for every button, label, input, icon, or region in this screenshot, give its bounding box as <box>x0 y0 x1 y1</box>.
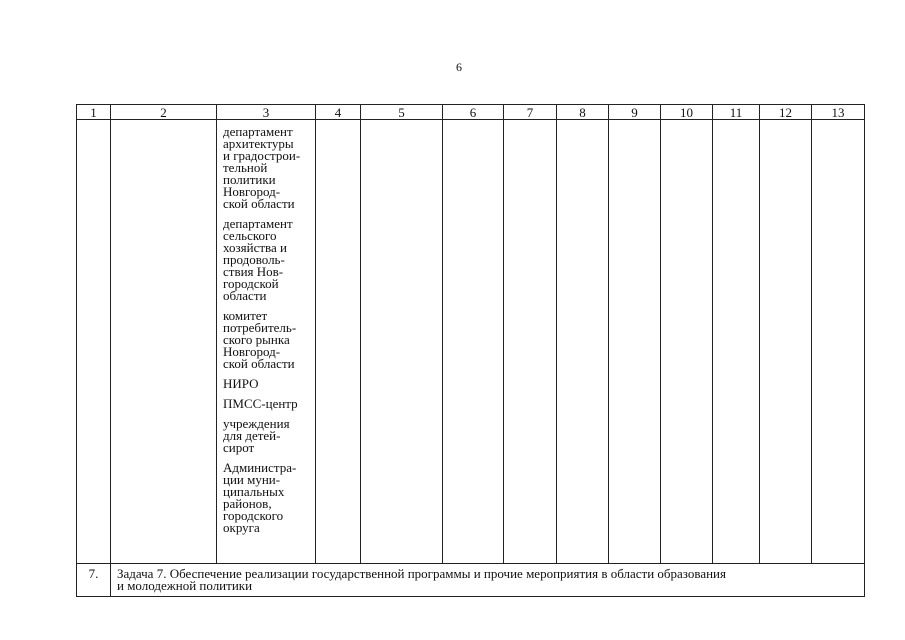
column-header: 12 <box>760 105 812 120</box>
column-header: 13 <box>812 105 865 120</box>
executor-item <box>223 462 315 534</box>
table-row <box>77 120 865 564</box>
executor-item <box>223 218 315 302</box>
executor-line: потребитель- <box>223 320 297 335</box>
table-cell <box>713 120 760 564</box>
column-number-row <box>77 105 865 120</box>
task-description <box>111 564 865 597</box>
column-header: 4 <box>316 105 361 120</box>
table-cell <box>812 120 865 564</box>
table-cell <box>661 120 713 564</box>
executor-item <box>223 398 315 410</box>
task-text-line: и молодежной политики <box>117 578 253 593</box>
page-number: 6 <box>456 60 462 74</box>
executor-line: тельной <box>223 160 268 175</box>
table-cell <box>361 120 443 564</box>
column-header: 7 <box>504 105 557 120</box>
table-cell <box>316 120 361 564</box>
column-header: 2 <box>111 105 217 120</box>
program-table <box>76 104 865 597</box>
executor-line: Администра- <box>223 460 297 475</box>
table-cell <box>557 120 609 564</box>
column-header: 3 <box>217 105 316 120</box>
executor-line: архитектуры <box>223 136 294 151</box>
executor-line: сельского <box>223 228 277 243</box>
executor-line: области <box>223 288 267 303</box>
column-header: 11 <box>713 105 760 120</box>
column-header: 1 <box>77 105 111 120</box>
task-number: 7. <box>77 564 111 597</box>
executor-line: округа <box>223 520 260 535</box>
task-row <box>77 564 865 597</box>
column-header: 8 <box>557 105 609 120</box>
executor-line: учреждения <box>223 416 290 431</box>
executor-line: ципальных <box>223 484 285 499</box>
column-header: 9 <box>609 105 661 120</box>
column-header: 5 <box>361 105 443 120</box>
executor-line: ствия Нов- <box>223 264 284 279</box>
executor-line: ского рынка <box>223 332 290 347</box>
executor-line: продоволь- <box>223 252 285 267</box>
table-cell <box>504 120 557 564</box>
executor-line: ции муни- <box>223 472 281 487</box>
column-header: 6 <box>443 105 504 120</box>
executor-item <box>223 310 315 370</box>
executor-line: ПМСС-центр <box>223 396 298 411</box>
executor-line: и градострои- <box>223 148 301 163</box>
executor-line: НИРО <box>223 376 259 391</box>
executor-line: районов, <box>223 496 272 511</box>
executors-list <box>217 120 315 534</box>
executor-line: городского <box>223 508 284 523</box>
executor-line: Новгород- <box>223 184 281 199</box>
executors-cell <box>217 120 316 564</box>
table-cell <box>111 120 217 564</box>
executor-line: сирот <box>223 440 255 455</box>
executor-line: департамент <box>223 216 293 231</box>
task-text-line: Задача 7. Обеспечение реализации государственной программы и прочие мероприятия в области образования <box>117 566 726 581</box>
table-cell <box>77 120 111 564</box>
executor-line: Новгород- <box>223 344 281 359</box>
executor-line: ской области <box>223 196 295 211</box>
executor-line: городской <box>223 276 279 291</box>
executor-item <box>223 126 315 210</box>
executor-line: для детей- <box>223 428 281 443</box>
executor-line: комитет <box>223 308 268 323</box>
executor-line: ской области <box>223 356 295 371</box>
executor-item <box>223 418 315 454</box>
table-cell <box>609 120 661 564</box>
executor-line: хозяйства и <box>223 240 287 255</box>
table-cell <box>443 120 504 564</box>
column-header: 10 <box>661 105 713 120</box>
table-cell <box>760 120 812 564</box>
executor-item <box>223 378 315 390</box>
executor-line: политики <box>223 172 276 187</box>
executor-line: департамент <box>223 124 293 139</box>
